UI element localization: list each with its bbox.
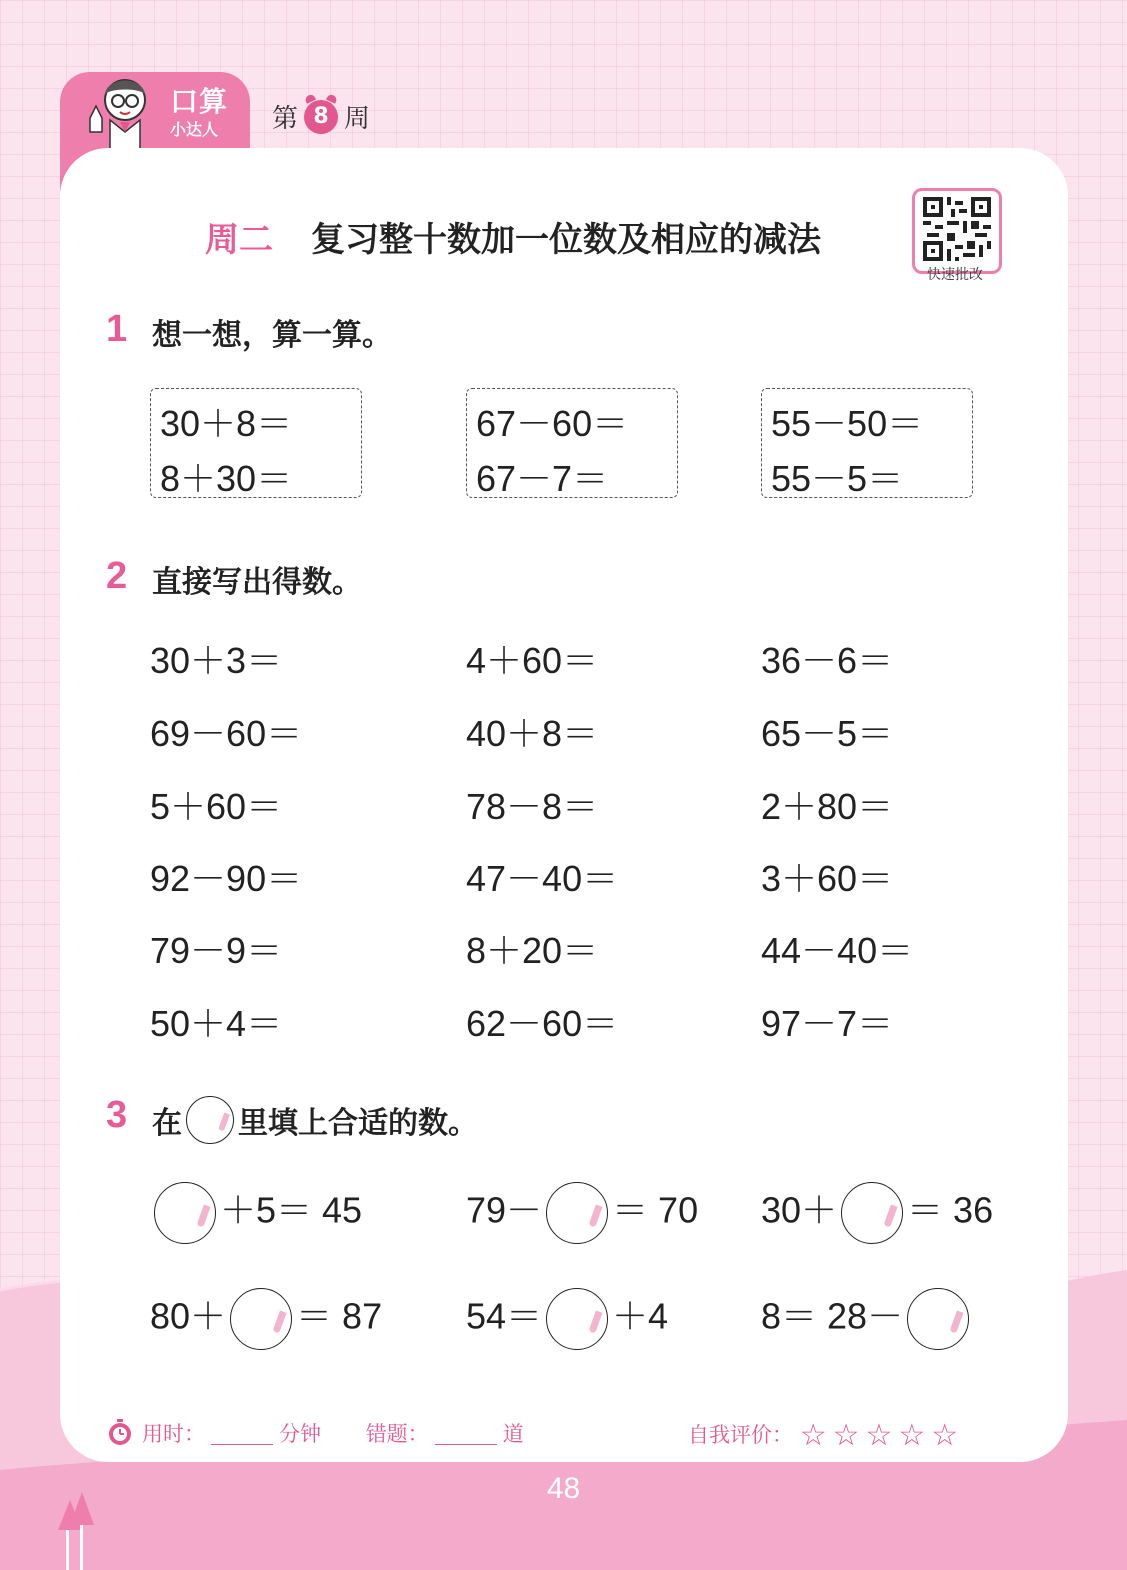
equation-part: ＝ 36 (907, 1189, 994, 1231)
fill-in-equation (761, 1182, 993, 1244)
qr-code-frame[interactable] (912, 188, 1002, 274)
answer-circle[interactable] (907, 1288, 969, 1350)
equation: 2＋80＝ (761, 786, 894, 827)
section-1-number: 1 (106, 308, 128, 350)
equation: 55－50＝ (771, 403, 924, 444)
page-title (205, 212, 821, 261)
brand-title: 口算 (170, 85, 229, 118)
section-2-number: 2 (106, 555, 128, 597)
section-1-title: 想一想，算一算。 (152, 318, 392, 353)
self-evaluation (688, 1418, 964, 1453)
title-topic: 复习整十数加一位数及相应的减法 (311, 220, 821, 260)
equation-part: 30＋ (761, 1189, 838, 1231)
equation: 3＋60＝ (761, 858, 894, 899)
fill-in-equation (761, 1288, 973, 1350)
equation: 62－60＝ (466, 1003, 619, 1044)
fill-in-equation (150, 1182, 362, 1244)
equation: 92－90＝ (150, 858, 303, 899)
errors-input-line[interactable] (435, 1444, 497, 1445)
stopwatch-icon (106, 1418, 134, 1446)
title-day: 周二 (205, 220, 273, 260)
qr-label: 快速批改 (927, 267, 983, 283)
equation: 65－5＝ (761, 713, 894, 754)
equation: 30＋3＝ (150, 640, 283, 681)
section-3-number: 3 (106, 1094, 128, 1136)
fill-in-equation (150, 1288, 382, 1350)
week-suffix: 周 (344, 104, 371, 134)
equation: 78－8＝ (466, 786, 599, 827)
qr-code-icon (923, 197, 991, 261)
errors-label: 错题： (365, 1422, 429, 1446)
equation: 67－60＝ (476, 403, 629, 444)
week-number: 8 (313, 104, 329, 129)
equation: 97－7＝ (761, 1003, 894, 1044)
equation: 79－9＝ (150, 930, 283, 971)
time-unit: 分钟 (279, 1422, 321, 1446)
clock-icon (304, 100, 338, 134)
time-label: 用时： (142, 1422, 205, 1446)
equation: 4＋60＝ (466, 640, 599, 681)
equation-part: 8＝ 28－ (761, 1295, 904, 1337)
fill-in-equation (466, 1182, 698, 1244)
equation-part: 54＝ (466, 1295, 543, 1337)
section-3-title-post: 里填上合适的数。 (238, 1106, 478, 1141)
equation: 67－7＝ (476, 458, 609, 499)
equation: 40＋8＝ (466, 713, 599, 754)
equation: 36－6＝ (761, 640, 894, 681)
equation-part: 80＋ (150, 1295, 227, 1337)
equation: 8＋30＝ (160, 458, 293, 499)
brand-subtitle: 小达人 (170, 120, 219, 139)
equation: 47－40＝ (466, 858, 619, 899)
equation: 8＋20＝ (466, 930, 599, 971)
page-number: 48 (546, 1472, 581, 1505)
equation: 55－5＝ (771, 458, 904, 499)
section-2-title: 直接写出得数。 (152, 565, 362, 600)
answer-circle[interactable] (841, 1182, 903, 1244)
equation: 50＋4＝ (150, 1003, 283, 1044)
equation-part: ＋4 (612, 1295, 669, 1337)
answer-circle[interactable] (230, 1288, 292, 1350)
self-eval-label: 自我评价： (688, 1423, 793, 1447)
section-3-title-pre: 在 (152, 1106, 182, 1141)
answer-circle[interactable] (546, 1288, 608, 1350)
equation: 5＋60＝ (150, 786, 283, 827)
errors-unit: 道 (502, 1422, 524, 1446)
answer-circle[interactable] (546, 1182, 608, 1244)
answer-circle[interactable] (154, 1182, 216, 1244)
answer-circle-icon (186, 1096, 234, 1144)
equation-part: ＋5＝ 45 (220, 1189, 363, 1231)
time-input-line[interactable] (211, 1444, 273, 1445)
equation-part: 79－ (466, 1189, 543, 1231)
equation: 44－40＝ (761, 930, 914, 971)
equation: 69－60＝ (150, 713, 303, 754)
week-indicator (272, 98, 370, 135)
section-3-title (152, 1096, 478, 1144)
equation-part: ＝ 87 (296, 1295, 383, 1337)
equation-part: ＝ 70 (612, 1189, 699, 1231)
equation: 30＋8＝ (160, 403, 293, 444)
mascot-icon (80, 70, 170, 150)
rating-stars[interactable]: ☆☆☆☆☆ (799, 1418, 965, 1453)
fill-in-equation (466, 1288, 668, 1350)
footer-stats (106, 1418, 524, 1448)
week-prefix: 第 (272, 104, 299, 134)
